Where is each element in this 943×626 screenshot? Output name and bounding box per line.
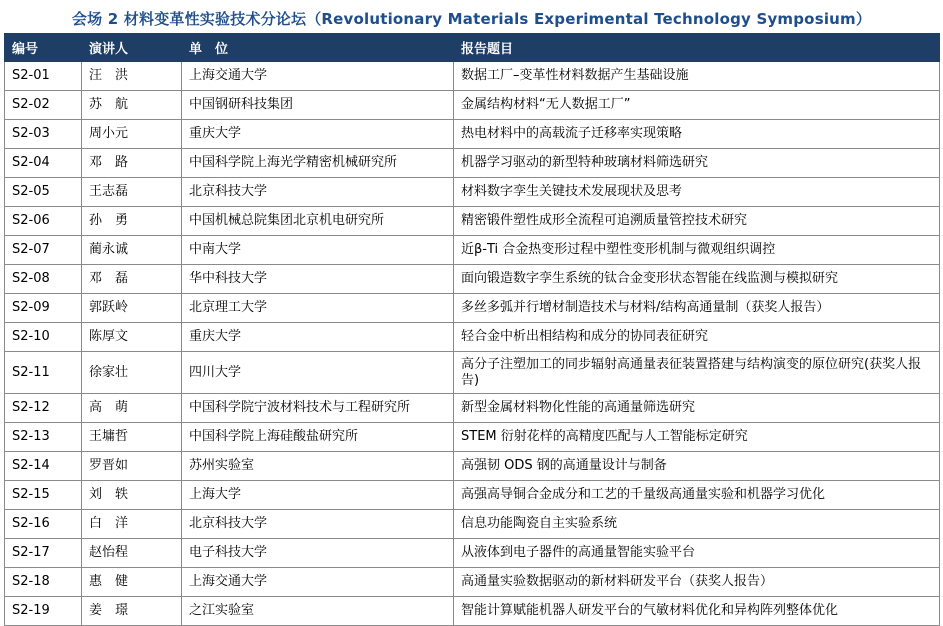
cell-organization: 重庆大学	[182, 323, 454, 352]
cell-id: S2-17	[5, 539, 82, 568]
cell-organization: 北京科技大学	[182, 178, 454, 207]
table-row	[5, 352, 940, 394]
cell-organization: 重庆大学	[182, 120, 454, 149]
table-row	[5, 120, 940, 149]
cell-organization: 苏州实验室	[182, 452, 454, 481]
table-header-row	[5, 34, 940, 62]
cell-speaker: 刘 轶	[82, 481, 182, 510]
header-id: 编号	[5, 34, 82, 62]
cell-speaker: 陈厚文	[82, 323, 182, 352]
table-row	[5, 178, 940, 207]
cell-organization: 电子科技大学	[182, 539, 454, 568]
cell-organization: 上海交通大学	[182, 62, 454, 91]
cell-organization: 中南大学	[182, 236, 454, 265]
table-row	[5, 539, 940, 568]
cell-organization: 中国钢研科技集团	[182, 91, 454, 120]
table-row	[5, 423, 940, 452]
header-topic: 报告题目	[454, 34, 940, 62]
cell-id: S2-02	[5, 91, 82, 120]
cell-speaker: 汪 洪	[82, 62, 182, 91]
cell-topic: 面向锻造数字孪生系统的钛合金变形状态智能在线监测与模拟研究	[454, 265, 940, 294]
cell-speaker: 惠 健	[82, 568, 182, 597]
cell-id: S2-19	[5, 597, 82, 626]
cell-id: S2-13	[5, 423, 82, 452]
cell-id: S2-09	[5, 294, 82, 323]
cell-id: S2-06	[5, 207, 82, 236]
cell-organization: 上海大学	[182, 481, 454, 510]
table-row	[5, 481, 940, 510]
cell-topic: 高强高导铜合金成分和工艺的千量级高通量实验和机器学习优化	[454, 481, 940, 510]
header-speaker: 演讲人	[82, 34, 182, 62]
cell-id: S2-15	[5, 481, 82, 510]
cell-topic: 近β-Ti 合金热变形过程中塑性变形机制与微观组织调控	[454, 236, 940, 265]
cell-topic: 热电材料中的高载流子迁移率实现策略	[454, 120, 940, 149]
cell-speaker: 苏 航	[82, 91, 182, 120]
table-row	[5, 62, 940, 91]
cell-topic: 信息功能陶瓷自主实验系统	[454, 510, 940, 539]
cell-id: S2-16	[5, 510, 82, 539]
cell-id: S2-01	[5, 62, 82, 91]
cell-organization: 北京理工大学	[182, 294, 454, 323]
cell-topic: 轻合金中析出相结构和成分的协同表征研究	[454, 323, 940, 352]
cell-id: S2-10	[5, 323, 82, 352]
cell-organization: 华中科技大学	[182, 265, 454, 294]
table-row	[5, 91, 940, 120]
cell-speaker: 孙 勇	[82, 207, 182, 236]
cell-speaker: 王墉哲	[82, 423, 182, 452]
cell-topic: 数据工厂–变革性材料数据产生基础设施	[454, 62, 940, 91]
cell-topic: 高通量实验数据驱动的新材料研发平台（获奖人报告）	[454, 568, 940, 597]
cell-organization: 之江实验室	[182, 597, 454, 626]
cell-speaker: 高 萌	[82, 394, 182, 423]
cell-speaker: 徐家壮	[82, 352, 182, 394]
cell-topic: 金属结构材料“无人数据工厂”	[454, 91, 940, 120]
cell-speaker: 周小元	[82, 120, 182, 149]
cell-id: S2-08	[5, 265, 82, 294]
cell-topic: 材料数字孪生关键技术发展现状及思考	[454, 178, 940, 207]
cell-id: S2-18	[5, 568, 82, 597]
table-body	[5, 62, 940, 626]
cell-topic: 智能计算赋能机器人研发平台的气敏材料优化和异构阵列整体优化	[454, 597, 940, 626]
cell-topic: 新型金属材料物化性能的高通量筛选研究	[454, 394, 940, 423]
cell-topic: 精密锻件塑性成形全流程可追溯质量管控技术研究	[454, 207, 940, 236]
cell-id: S2-07	[5, 236, 82, 265]
cell-speaker: 白 洋	[82, 510, 182, 539]
header-organization: 单 位	[182, 34, 454, 62]
cell-speaker: 姜 璟	[82, 597, 182, 626]
cell-topic: 从液体到电子器件的高通量智能实验平台	[454, 539, 940, 568]
table-row	[5, 236, 940, 265]
cell-id: S2-03	[5, 120, 82, 149]
cell-topic: 高强韧 ODS 钢的高通量设计与制备	[454, 452, 940, 481]
table-row	[5, 597, 940, 626]
table-row	[5, 149, 940, 178]
cell-organization: 中国科学院上海光学精密机械研究所	[182, 149, 454, 178]
cell-speaker: 王志磊	[82, 178, 182, 207]
table-row	[5, 294, 940, 323]
cell-organization: 中国科学院上海硅酸盐研究所	[182, 423, 454, 452]
table-row	[5, 510, 940, 539]
schedule-table	[4, 33, 940, 626]
cell-speaker: 赵怡程	[82, 539, 182, 568]
table-row	[5, 207, 940, 236]
cell-speaker: 罗晋如	[82, 452, 182, 481]
table-row	[5, 265, 940, 294]
cell-topic: 高分子注塑加工的同步辐射高通量表征装置搭建与结构演变的原位研究(获奖人报告)	[454, 352, 940, 394]
cell-topic: 多丝多弧并行增材制造技术与材料/结构高通量制（获奖人报告）	[454, 294, 940, 323]
cell-speaker: 郭跃岭	[82, 294, 182, 323]
cell-speaker: 邓 磊	[82, 265, 182, 294]
cell-speaker: 蔺永诚	[82, 236, 182, 265]
cell-id: S2-11	[5, 352, 82, 394]
cell-id: S2-14	[5, 452, 82, 481]
cell-organization: 北京科技大学	[182, 510, 454, 539]
table-row	[5, 568, 940, 597]
cell-id: S2-04	[5, 149, 82, 178]
table-row	[5, 394, 940, 423]
cell-organization: 中国机械总院集团北京机电研究所	[182, 207, 454, 236]
table-row	[5, 323, 940, 352]
cell-id: S2-12	[5, 394, 82, 423]
cell-organization: 中国科学院宁波材料技术与工程研究所	[182, 394, 454, 423]
cell-topic: STEM 衍射花样的高精度匹配与人工智能标定研究	[454, 423, 940, 452]
cell-organization: 四川大学	[182, 352, 454, 394]
table-row	[5, 452, 940, 481]
cell-topic: 机器学习驱动的新型特种玻璃材料筛选研究	[454, 149, 940, 178]
cell-id: S2-05	[5, 178, 82, 207]
cell-organization: 上海交通大学	[182, 568, 454, 597]
cell-speaker: 邓 路	[82, 149, 182, 178]
page-title: 会场 2 材料变革性实验技术分论坛（Revolutionary Materials Experimental Technology Symposium）	[71, 10, 872, 28]
